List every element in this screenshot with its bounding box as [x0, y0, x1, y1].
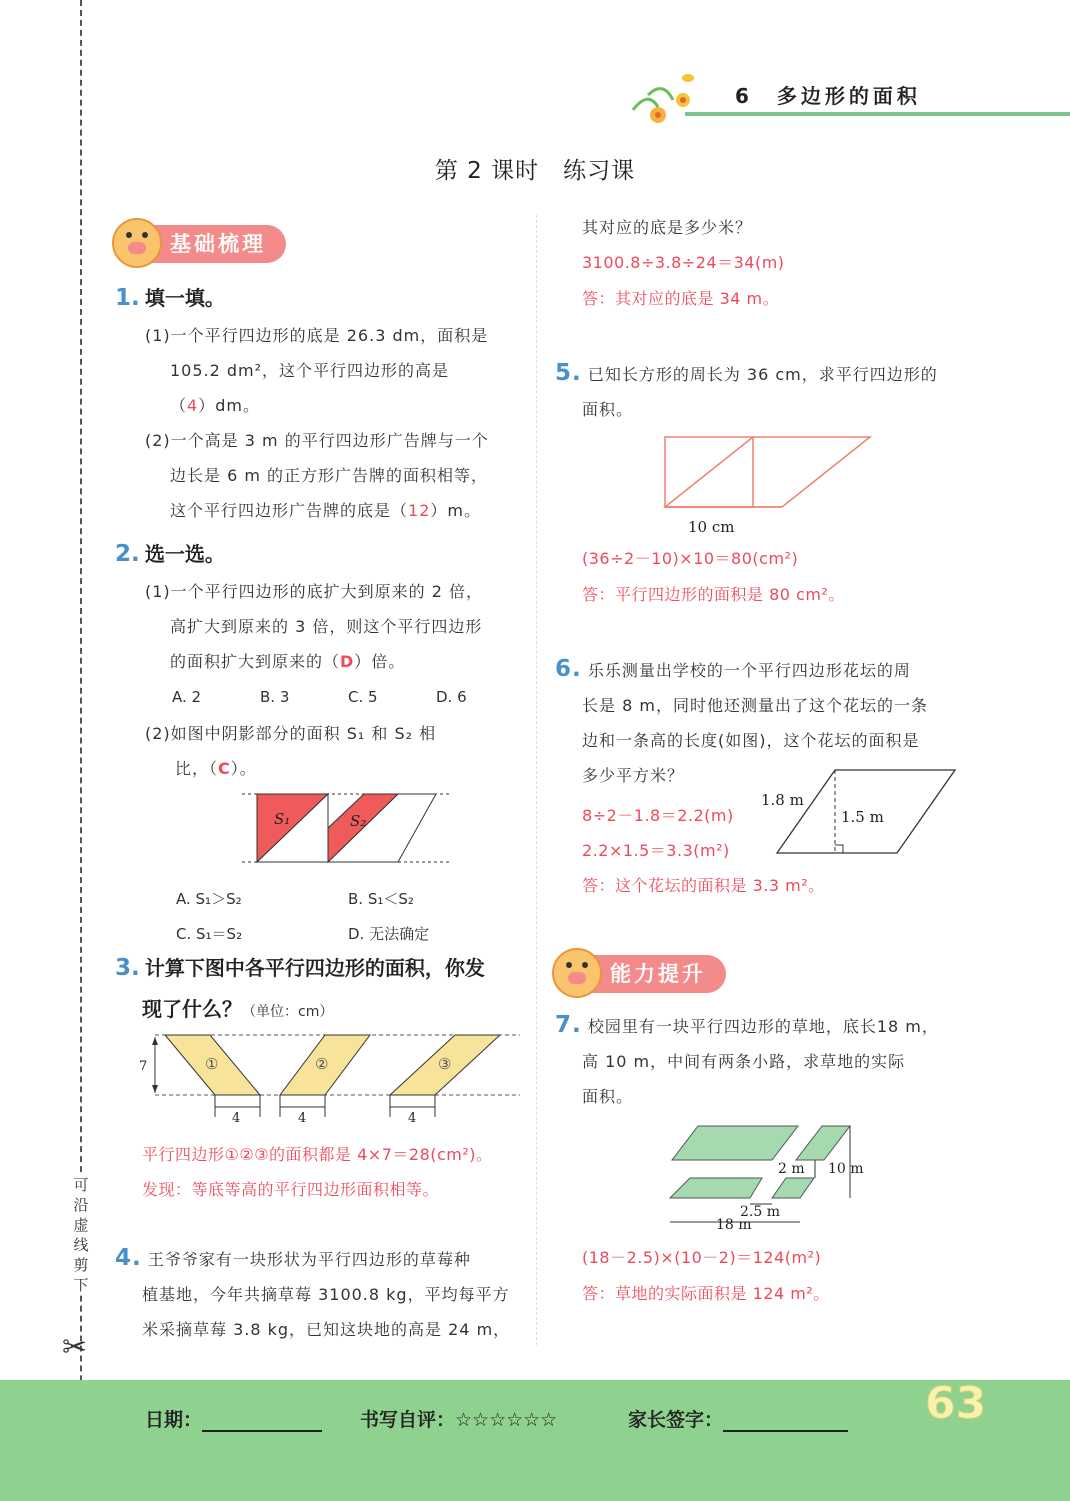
lesson-title: 第 2 课时 练习课 [434, 158, 636, 184]
question-2-options-1: A. 2 B. 3 C. 5 D. 6 [172, 688, 467, 706]
question-2-body: (1)一个平行四边形的底扩大到原来的 2 倍， 高扩大到原来的 3 倍，则这个平行四边形 的面积扩大到原来的（D）倍。 [145, 582, 484, 671]
question-6-answer: 8÷2－1.8＝2.2(m) 2.2×1.5＝3.3(m²) 答：这个花坛的面积是 3.3 m²。 [582, 806, 825, 895]
question-4-continued: 其对应的底是多少米？ [582, 218, 753, 237]
svg-text:4: 4 [232, 1111, 241, 1125]
svg-text:③: ③ [438, 1055, 452, 1073]
question-3-answer: 平行四边形①②③的面积都是 4×7＝28(cm²)。 发现：等底等高的平行四边形面积相等。 [142, 1145, 493, 1199]
rectangle-parallelogram-figure [660, 432, 880, 542]
question-3-header: 3. 计算下图中各平行四边形的面积，你发 [115, 955, 485, 981]
svg-text:7: 7 [139, 1059, 148, 1074]
pig-mascot-icon [112, 218, 162, 268]
chapter-title: 6 多边形的面积 [735, 84, 921, 108]
three-parallelograms-figure [135, 1025, 525, 1125]
question-3-header-2: 现了什么？（单位：cm） [142, 997, 334, 1021]
date-field[interactable]: 日期： [145, 1405, 322, 1432]
column-divider [536, 215, 537, 1345]
parent-signature-field[interactable]: 家长签字： [628, 1405, 848, 1432]
scissors-icon: ✂ [62, 1330, 88, 1365]
question-4-answer: 3100.8÷3.8÷24＝34(m) 答：其对应的底是 34 m。 [582, 253, 785, 308]
s2-label: S₂ [350, 812, 367, 830]
svg-text:18 m: 18 m [716, 1217, 752, 1233]
question-2-header: 2. 选一选。 [115, 541, 225, 567]
self-evaluation[interactable]: 书写自评：☆☆☆☆☆☆ [360, 1409, 558, 1431]
svg-text:1.8 m: 1.8 m [761, 791, 804, 809]
answer: C [218, 759, 231, 778]
question-1-header: 1. 填一填。 [115, 285, 225, 311]
svg-text:2 m: 2 m [778, 1161, 805, 1177]
cut-hint: 可沿虚线剪下 [70, 1175, 92, 1295]
svg-text:②: ② [315, 1055, 329, 1073]
question-7-answer: (18－2.5)×(10－2)＝124(m²) 答：草地的实际面积是 124 m²。 [582, 1248, 830, 1303]
question-2-part-2: (2)如图中阴影部分的面积 S₁ 和 S₂ 相 比，（C）。 [145, 724, 437, 778]
shaded-parallelogram-figure [240, 788, 455, 868]
footer-band [0, 1380, 1070, 1501]
flower-icon [628, 70, 698, 130]
svg-text:2.5 m: 2.5 m [740, 1204, 780, 1220]
answer: D [340, 652, 355, 671]
question-1-body: (1)一个平行四边形的底是 26.3 dm，面积是 105.2 dm²，这个平行四边形的高是 （4）dm。 (2)一个高是 3 m 的平行四边形广告牌与一个 边长是 6 m 的正方形广告牌的面积相等， 这个平行四边形广告牌的底是（12）m。 [145, 326, 489, 520]
width-label: 10 cm [688, 518, 735, 536]
question-2-options-2: A. S₁＞S₂ B. S₁＜S₂ C. S₁＝S₂ D. 无法确定 [176, 890, 430, 943]
answer: 12 [408, 501, 431, 520]
svg-text:1.5 m: 1.5 m [841, 808, 884, 826]
svg-text:4: 4 [298, 1111, 307, 1125]
question-6-body: 6. 乐乐测量出学校的一个平行四边形花坛的周 长是 8 m，同时他还测量出了这个花坛的一条 边和一条高的长度(如图)，这个花坛的面积是 多少平方米？ [555, 656, 928, 785]
pig-mascot-icon [552, 948, 602, 998]
question-5-body: 5. 已知长方形的周长为 36 cm，求平行四边形的 面积。 [555, 360, 938, 419]
question-5-answer: (36÷2－10)×10＝80(cm²) 答：平行四边形的面积是 80 cm²。 [582, 549, 845, 604]
answer: 4 [187, 396, 199, 415]
section-label: 能力提升 [610, 962, 706, 986]
header-rule [685, 112, 1070, 116]
svg-text:①: ① [205, 1055, 219, 1073]
star-rating[interactable]: ☆☆☆☆☆☆ [455, 1409, 558, 1431]
s1-label: S₁ [274, 810, 291, 828]
question-4-body: 4. 王爷爷家有一块形状为平行四边形的草莓种 植基地，今年共摘草莓 3100.8 kg，平均每平方 米采摘草莓 3.8 kg，已知这块地的高是 24 m， [115, 1245, 511, 1339]
section-label: 基础梳理 [170, 232, 266, 256]
svg-text:4: 4 [408, 1111, 417, 1125]
page-number: 63 [925, 1378, 987, 1429]
lawn-with-paths-figure [660, 1118, 875, 1238]
svg-text:10 m: 10 m [828, 1161, 864, 1177]
question-7-body: 7. 校园里有一块平行四边形的草地，底长18 m， 高 10 m，中间有两条小路，求草地的实际 面积。 [555, 1012, 939, 1106]
